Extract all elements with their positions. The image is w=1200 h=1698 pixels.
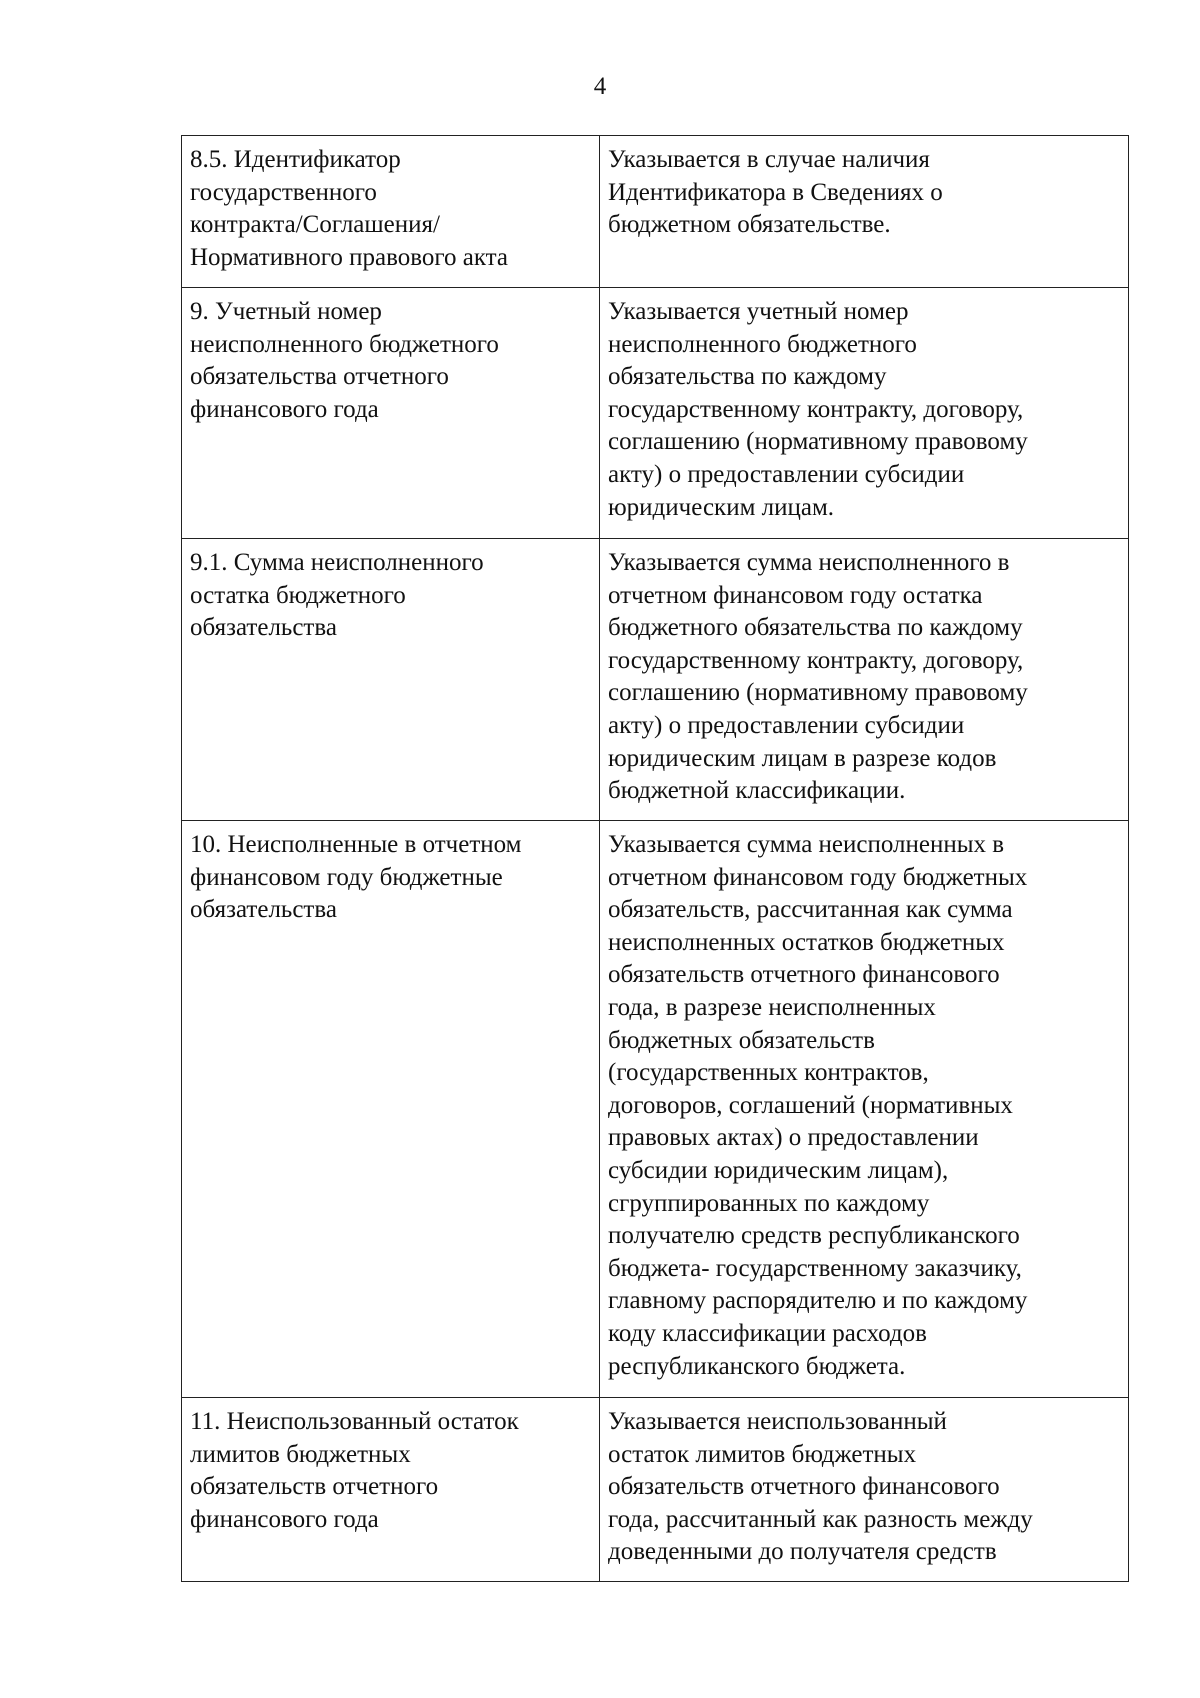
page-number: 4 [593,73,607,100]
row-term: 9. Учетный номер неисполненного бюджетного обязательства отчетного финансового года [182,288,600,539]
row-term: 8.5. Идентификатор государственного контракта/Соглашения/ Нормативного правового акта [182,136,600,288]
table-row [182,1398,1129,1582]
table-row [182,821,1129,1398]
row-description: Указывается учетный номер неисполненного бюджетного обязательства по каждому государственному контракту, договору, соглашению (нормативному правовому акту) о предоставлении субсидии юридическим лицам. [600,288,1129,539]
row-description: Указывается в случае наличия Идентификатора в Сведениях о бюджетном обязательстве. [600,136,1129,288]
row-description: Указывается сумма неисполненных в отчетном финансовом году бюджетных обязательств, рассчитанная как сумма неисполненных остатков бюджетных обязательств отчетного финансового года, в разрезе неисполненных бюджетных обязательств (государственных контрактов, договоров, соглашений (нормативных правовых актах) о предоставлении субсидии юридическим лицам), сгруппированных по каждому получателю средств республиканского бюджета- государственному заказчику, главному распорядителю и по каждому коду классификации расходов республиканского бюджета. [600,821,1129,1398]
row-term: 10. Неисполненные в отчетном финансовом году бюджетные обязательства [182,821,600,1398]
table-row [182,539,1129,821]
row-description: Указывается неиспользованный остаток лимитов бюджетных обязательств отчетного финансового года, рассчитанный как разность между доведенными до получателя средств [600,1398,1129,1582]
table-row [182,288,1129,539]
definitions-table [181,135,1129,1582]
table-row [182,136,1129,288]
row-term: 11. Неиспользованный остаток лимитов бюджетных обязательств отчетного финансового года [182,1398,600,1582]
row-description: Указывается сумма неисполненного в отчетном финансовом году остатка бюджетного обязательства по каждому государственному контракту, договору, соглашению (нормативному правовому акту) о предоставлении субсидии юридическим лицам в разрезе кодов бюджетной классификации. [600,539,1129,821]
row-term: 9.1. Сумма неисполненного остатка бюджетного обязательства [182,539,600,821]
